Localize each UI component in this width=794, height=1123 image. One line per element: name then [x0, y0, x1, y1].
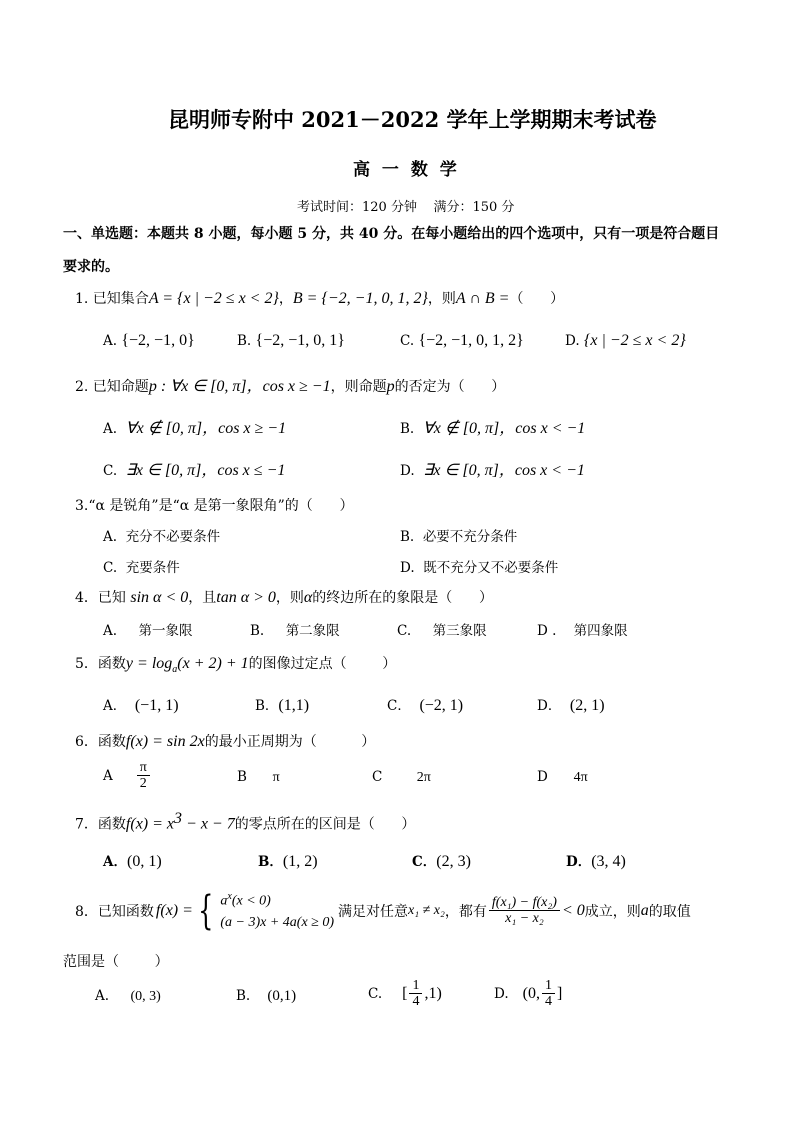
q4-option-d: [537, 619, 628, 639]
option-label: A: [103, 767, 113, 784]
option-label: D.: [400, 463, 415, 479]
option-text: (2, 1): [569, 697, 605, 714]
math-expr: x₁ ≠ x₂: [408, 902, 445, 918]
option-label: B.: [400, 529, 415, 545]
option-label: B.: [237, 333, 252, 349]
fraction-numerator: π: [137, 760, 150, 776]
math-expr: a: [640, 901, 649, 919]
question-text: 的最小正周期为（ ）: [204, 734, 376, 750]
option-label: C.: [103, 560, 118, 576]
q1-option-d: [565, 332, 686, 350]
q4-option-b: [250, 619, 340, 639]
q7-option-b: [258, 850, 318, 871]
math-expr: B = {−2, −1, 0, 1, 2}: [292, 290, 428, 307]
question-8: [75, 889, 691, 933]
option-text: {−2, −1, 0}: [121, 332, 195, 349]
fraction-numerator: 1: [542, 978, 555, 994]
option-text: ,1): [424, 984, 442, 1002]
option-text: ∃x ∈ [0, π]，cos x ≤ −1: [125, 462, 286, 479]
question-text: 2. 已知命题: [75, 379, 149, 395]
question-text: 4．已知: [75, 590, 126, 606]
question-5: [75, 653, 396, 675]
option-label: C．: [412, 854, 437, 870]
math-expr: < 0: [561, 901, 585, 919]
option-text: 第二象限: [285, 623, 340, 639]
q3-option-d: [400, 556, 558, 576]
math-expr: y = log: [125, 655, 173, 672]
q3-option-b: [400, 525, 517, 545]
option-text: 4π: [573, 770, 588, 785]
q6-option-a: [103, 760, 152, 792]
question-text: 1. 已知集合: [75, 291, 149, 307]
question-text: 的取值: [648, 903, 691, 920]
option-label: A.: [103, 623, 118, 639]
math-expr: A = {x | −2 ≤ x < 2}: [148, 290, 279, 307]
option-text: ∀x ∉ [0, π]，cos x < −1: [422, 420, 586, 437]
option-label: C: [372, 769, 383, 785]
q7-option-a: [103, 850, 162, 871]
math-expr: − x − 7: [182, 815, 235, 833]
option-text: (0,1): [267, 988, 297, 1004]
question-text: ，且: [188, 590, 217, 606]
math-expr: p : ∀x ∈ [0, π]，cos x ≥ −1: [148, 378, 331, 395]
option-text: 第三象限: [432, 623, 487, 639]
option-text: 第一象限: [138, 623, 193, 639]
brace-icon: {: [198, 887, 214, 934]
math-expr: (x < 0): [231, 893, 271, 909]
option-label: D.: [400, 560, 415, 576]
option-text: ]: [556, 984, 563, 1002]
fraction: [137, 760, 150, 792]
question-text: ，则: [275, 590, 304, 606]
question-text: 6．函数: [75, 734, 126, 750]
q8-option-d: [494, 978, 562, 1010]
case-2: (a − 3)x + 4a(x ≥ 0): [220, 914, 335, 930]
option-label: B．: [258, 854, 283, 870]
question-text: 8．已知函数: [75, 903, 154, 920]
question-6: [75, 731, 375, 751]
q8-option-a: [95, 988, 161, 1005]
q2-option-c: [103, 457, 285, 480]
math-expr: f(x) =: [155, 901, 193, 919]
question-text: 的终边所在的象限是（ ）: [312, 590, 493, 606]
option-label: D: [537, 769, 548, 785]
q4-option-c: [397, 619, 487, 639]
option-text: {−2, −1, 0, 1}: [255, 332, 345, 349]
option-text: (1, 2): [282, 853, 318, 870]
section-heading-cont: 要求的。: [63, 259, 119, 275]
option-label: A．: [103, 698, 127, 714]
option-text: {−2, −1, 0, 1, 2}: [418, 332, 524, 349]
option-text: (3, 4): [591, 853, 626, 870]
q3-option-c: [103, 556, 180, 576]
fraction-denominator: x₁ − x₂: [505, 911, 544, 927]
fraction: [489, 895, 560, 927]
option-label: B.: [400, 421, 415, 437]
fraction-denominator: 2: [139, 776, 147, 792]
math-expr: f(x) = sin 2x: [125, 733, 205, 750]
q5-option-b: [255, 694, 309, 715]
math-expr: A ∩ B =: [455, 290, 510, 307]
option-label: D.: [494, 985, 509, 1002]
math-expr: f(x) = x: [125, 815, 175, 833]
question-text: ，: [278, 291, 293, 307]
option-text: ∃x ∈ [0, π]，cos x < −1: [423, 462, 585, 479]
option-label: A.: [95, 988, 110, 1004]
q2-option-d: [400, 457, 585, 480]
option-label: B.: [236, 988, 251, 1004]
math-expr: a: [220, 893, 228, 909]
fraction: [542, 978, 555, 1010]
fraction-numerator: 1: [409, 978, 422, 994]
fraction-denominator: 4: [412, 994, 420, 1010]
option-text: (1,1): [278, 697, 310, 714]
math-subscript: a: [172, 663, 178, 675]
math-expr: (x + 2) + 1: [177, 655, 249, 672]
q2-option-b: [400, 415, 585, 438]
option-label: B.: [250, 623, 265, 639]
q7-option-c: [412, 850, 471, 871]
option-text: (−1, 1): [134, 697, 179, 714]
option-text: 第四象限: [573, 623, 628, 639]
option-label: B．: [255, 698, 279, 714]
option-label: A.: [103, 421, 118, 437]
question-2: [75, 373, 505, 396]
option-label: D．: [566, 854, 592, 870]
fraction: [409, 978, 422, 1010]
option-text: (0, 1): [126, 853, 162, 870]
case-1: [220, 889, 334, 912]
question-4: [75, 587, 493, 607]
math-expr: α: [303, 589, 313, 606]
option-text: (−2, 1): [419, 697, 464, 714]
option-label: C.: [400, 333, 415, 349]
piecewise-function: [193, 889, 334, 933]
q5-option-d: [537, 694, 605, 715]
option-text: π: [272, 770, 280, 785]
question-3: 3.“α 是锐角”是“α 是第一象限角”的（ ）: [75, 498, 354, 514]
question-text: 的零点所在的区间是（ ）: [234, 816, 416, 833]
option-label: D.: [565, 333, 580, 349]
question-text: 的图像过定点（ ）: [248, 656, 397, 672]
q6-option-c: [372, 769, 431, 786]
option-text: [: [402, 984, 408, 1002]
question-1: [75, 288, 564, 308]
q5-option-c: [387, 694, 463, 715]
math-expr: p: [386, 378, 395, 395]
question-text: 5．函数: [75, 656, 126, 672]
subject-title: 高 一 数 学: [353, 160, 460, 180]
question-text: 7．函数: [75, 816, 126, 833]
q8-option-b: [236, 988, 296, 1005]
q2-option-a: [103, 415, 286, 438]
option-label: C.: [103, 463, 118, 479]
option-label: C．: [387, 698, 411, 714]
math-expr: sin α < 0: [130, 589, 189, 606]
piecewise-cases: [220, 889, 334, 933]
question-7: [75, 810, 415, 834]
q5-option-a: [103, 694, 179, 715]
fraction-denominator: 4: [544, 994, 552, 1010]
option-label: D .: [537, 623, 557, 639]
question-text: ，都有: [444, 903, 487, 920]
question-text: 成立，则: [584, 903, 641, 920]
option-label: B: [237, 769, 247, 785]
option-label: A.: [103, 333, 118, 349]
question-8-cont: 范围是（ ）: [63, 954, 169, 970]
option-label: C.: [368, 985, 383, 1002]
math-superscript: 3: [174, 810, 183, 827]
math-superscript: x: [227, 891, 232, 902]
section-heading: 一、单选题：本题共 8 小题，每小题 5 分，共 40 分。在每小题给出的四个选项中，只有一项是符合题目: [63, 226, 720, 242]
q1-option-a: [103, 332, 195, 350]
q6-option-d: [537, 769, 588, 786]
q8-option-c: [368, 978, 442, 1010]
page-title: 昆明师专附中 2021－2022 学年上学期期末考试卷: [168, 107, 657, 132]
option-text: {x | −2 ≤ x < 2}: [583, 332, 686, 349]
option-text: 既不充分又不必要条件: [423, 560, 559, 576]
option-text: 充要条件: [125, 560, 180, 576]
question-text: 满足对任意: [338, 903, 409, 920]
math-expr: tan α > 0: [216, 589, 276, 606]
q3-option-a: [103, 525, 220, 545]
question-text: ，则命题: [330, 379, 387, 395]
option-label: D．: [537, 698, 562, 714]
option-text: (0,: [522, 984, 540, 1002]
answer-blank: （ ）: [509, 291, 565, 307]
q1-option-c: [400, 332, 524, 350]
fraction-numerator: f(x₁) − f(x₂): [489, 895, 560, 911]
option-text: 必要不充分条件: [422, 529, 518, 545]
option-text: (2, 3): [436, 853, 471, 870]
q6-option-b: [237, 769, 280, 786]
option-text: 充分不必要条件: [125, 529, 221, 545]
question-text: 的否定为（ ）: [394, 379, 506, 395]
question-text: ，则: [427, 291, 456, 307]
q7-option-d: [566, 850, 626, 871]
option-text: ∀x ∉ [0, π]，cos x ≥ −1: [125, 420, 287, 437]
option-label: C.: [397, 623, 412, 639]
exam-info: 考试时间：120 分钟 满分：150 分: [297, 200, 515, 215]
option-label: A．: [103, 854, 127, 870]
q1-option-b: [237, 332, 345, 350]
q4-option-a: [103, 619, 193, 639]
option-text: 2π: [416, 770, 431, 785]
option-text: (0, 3): [130, 989, 161, 1004]
option-label: A.: [103, 529, 118, 545]
